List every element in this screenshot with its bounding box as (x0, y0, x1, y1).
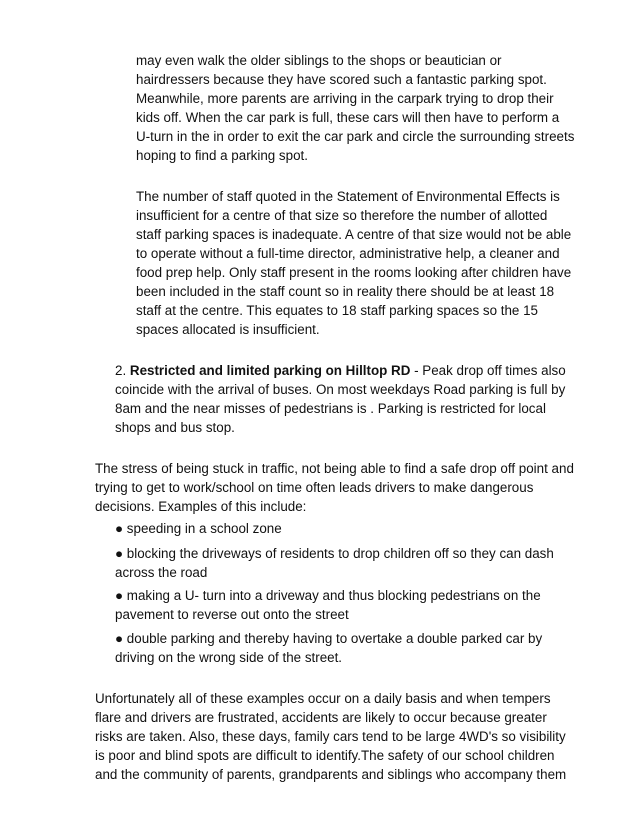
text-line: ● making a U- turn into a driveway and thus blocking pedestrians on the (115, 588, 541, 603)
text-line: ● speeding in a school zone (115, 521, 282, 536)
text-line: staff parking spaces is inadequate. A centre of that size would not be able (136, 227, 572, 242)
text-line: Unfortunately all of these examples occur on a daily basis and when tempers (95, 691, 551, 706)
text-line: The number of staff quoted in the Statement of Environmental Effects is (136, 189, 560, 204)
text-line: may even walk the older siblings to the shops or beautician or (136, 53, 502, 68)
text-line: U-turn in the in order to exit the car park and circle the surrounding streets (136, 129, 575, 144)
list-item-blocking-driveways (115, 544, 585, 582)
text-line: been included in the staff count so in reality there should be at least 18 (136, 284, 555, 299)
text-line: pavement to reverse out onto the street (115, 607, 349, 622)
text-line: ● double parking and thereby having to overtake a double parked car by (115, 631, 543, 646)
text-line: spaces allocated is insufficient. (136, 322, 320, 337)
text-line: Meanwhile, more parents are arriving in the carpark trying to drop their (136, 91, 554, 106)
text-line: hoping to find a parking spot. (136, 148, 308, 163)
text-line: food prep help. Only staff present in the rooms looking after children have (136, 265, 572, 280)
list-item-speeding (115, 519, 585, 538)
list-item-u-turn (115, 586, 585, 624)
text-line: and the community of parents, grandparents and siblings who accompany them (95, 767, 567, 782)
paragraph-parking-continuation (136, 51, 591, 165)
paragraph-safety (95, 689, 590, 784)
text-line: risks are taken. Also, these days, family cars tend to be large 4WD's so visibility (95, 729, 566, 744)
text-line: insufficient for a centre of that size so therefore the number of allotted (136, 208, 548, 223)
text-line: ● blocking the driveways of residents to drop children off so they can dash (115, 546, 554, 561)
paragraph-traffic-stress (95, 459, 590, 516)
text-line: 8am and the near misses of pedestrians is . Parking is restricted for local (115, 401, 546, 416)
numbered-point-2 (115, 361, 585, 437)
text-line: coincide with the arrival of buses. On most weekdays Road parking is full by (115, 382, 566, 397)
point-number: 2. (115, 363, 127, 378)
text-line: is poor and blind spots are difficult to identify.The safety of our school children (95, 748, 555, 763)
text-line: shops and bus stop. (115, 420, 235, 435)
text-line: trying to get to work/school on time often leads drivers to make dangerous (95, 480, 534, 495)
text-line: driving on the wrong side of the street. (115, 650, 343, 665)
text-line: across the road (115, 565, 208, 580)
text-line: hairdressers because they have scored such a fantastic parking spot. (136, 72, 547, 87)
text-line: The stress of being stuck in traffic, not being able to find a safe drop off point and (95, 461, 574, 476)
point-heading-rest: - Peak drop off times also (410, 363, 566, 378)
text-line: to operate without a full-time director, administrative help, a cleaner and (136, 246, 560, 261)
text-line: staff at the centre. This equates to 18 staff parking spaces so the 15 (136, 303, 538, 318)
point-heading: Restricted and limited parking on Hilltop RD (129, 363, 411, 378)
text-line: kids off. When the car park is full, these cars will then have to perform a (136, 110, 560, 125)
point-heading-line (115, 361, 585, 380)
paragraph-staff-parking (136, 187, 591, 339)
text-line: flare and drivers are frustrated, accidents are likely to occur because greater (95, 710, 547, 725)
text-line: decisions. Examples of this include: (95, 499, 307, 514)
list-item-double-parking (115, 629, 585, 667)
